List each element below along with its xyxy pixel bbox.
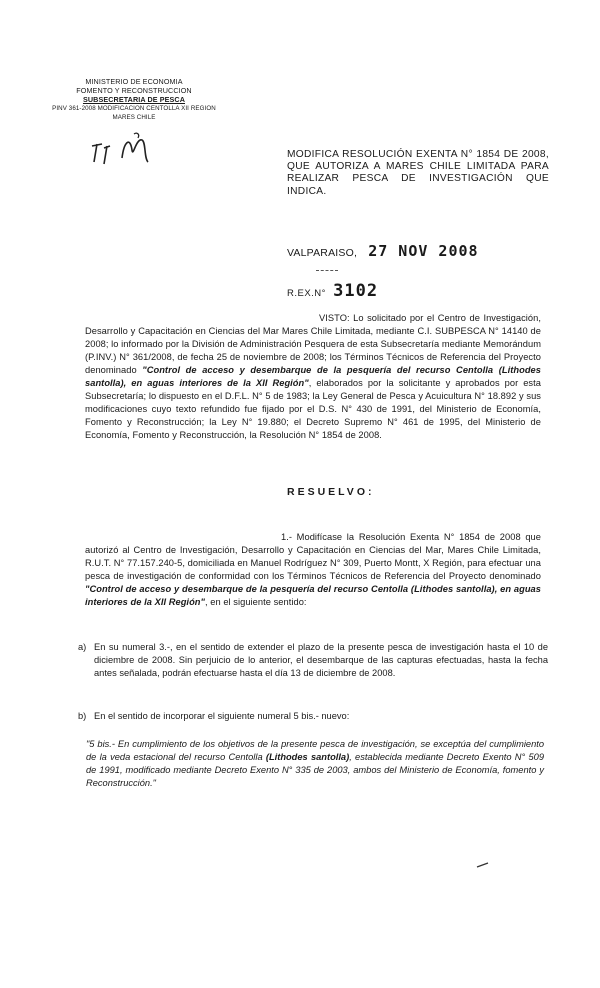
item-a	[78, 641, 548, 680]
city: VALPARAISO,	[287, 247, 358, 259]
quoted-article	[86, 738, 544, 790]
article-1-text: 1.- Modifícase la Resolución Exenta N° 1854 de 2008 que autorizó al Centro de Investigación, Desarrollo y Capacitación en Ciencias del Mar, Mares Chile Limitada, R.U.T. N° 77.157.240-5, domiciliada en Manuel Rodríguez N° 309, Puerto Montt, X Región, para efectuar una pesca de investigación de conformidad con los Términos Técnicos de Referencia del Proyecto denominado	[85, 532, 541, 581]
resolution-title: MODIFICA RESOLUCIÓN EXENTA N° 1854 DE 2008, QUE AUTORIZA A MARES CHILE LIMITADA PARA REALIZAR PESCA DE INVESTIGACIÓN QUE INDICA.	[287, 149, 549, 197]
letterhead	[34, 77, 234, 122]
item-b	[78, 710, 548, 723]
rex-number: 3102	[333, 281, 379, 301]
visto-text-end: , elaborados por la solicitante y aprobados por esta Subsecretaría; lo dispuesto en el D.F.L. N° 5 de 1983; la Ley General de Pesca y Acuicultura N° 18.892 y sus modificaciones cuyo texto refundido fue fijado por el D.S. N° 430 de 1991, del Ministerio de Economía, Fomento y Reconstrucción; la Ley N° 19.880; el Decreto Supremo N° 461 de 1995, del Ministerio de Economía, Fomento y Reconstrucción, la Resolución N° 1854 de 2008.	[85, 378, 541, 440]
visto-paragraph	[85, 312, 541, 442]
item-b-text: En el sentido de incorporar el siguiente numeral 5 bis.- nuevo:	[94, 711, 350, 721]
date-line	[287, 242, 479, 260]
file-reference-company: MARES CHILE	[112, 114, 156, 121]
item-a-text: En su numeral 3.-, en el sentido de extender el plazo de la presente pesca de investigación hasta el 10 de diciembre de 2008. Sin perjuicio de lo anterior, el desembarque de las capturas efectuadas, hasta la fecha antes señalada, podrán efectuarse hasta el día 13 de diciembre de 2008.	[94, 642, 548, 678]
resolution-number	[287, 281, 378, 301]
quote-text-end: , establecida mediante Decreto Exento N° 509 de 1991, modificado mediante Decreto Exento N° 335 de 2003, ambos del Ministerio de Economía, fomento y Reconstrucción."	[86, 752, 544, 788]
item-a-label: a)	[78, 642, 87, 652]
rex-label: R.EX.N°	[287, 288, 326, 299]
visto-text: VISTO: Lo solicitado por el Centro de Investigación, Desarrollo y Capacitación en Ciencias del Mar Mares Chile Limitada, mediante C.I. SUBPESCA N° 14140 de 2008; lo informado por la División de Administración Pesquera de esta Subsecretaría mediante Memorándum (P.INV.) N° 361/2008, de fecha 25 de noviembre de 2008; los Términos Técnicos de Referencia del Proyecto denominado	[85, 313, 541, 375]
quote-text: "5 bis.- En cumplimiento de los objetivos de la presente pesca de investigación, se exceptúa del cumplimiento de la veda estacional del recurso Centolla	[86, 739, 544, 762]
date-stamp: 27 NOV 2008	[368, 242, 479, 260]
ministry-name: MINISTERIO DE ECONOMIA	[85, 77, 183, 86]
margin-mark	[476, 861, 490, 869]
undersecretariat-name: SUBSECRETARIA DE PESCA	[82, 95, 186, 104]
resuelvo-heading: RESUELVO:	[287, 486, 375, 498]
rex-dash	[316, 270, 338, 271]
handwritten-initials	[88, 128, 178, 168]
article-1-project-name: "Control de acceso y desembarque de la pesquería del recurso Centolla (Lithodes santolla), en aguas interiores de la XII Región"	[85, 584, 541, 607]
file-reference: PINV 361-2008 MODIFICACION CENTOLLA XII REGION	[52, 105, 216, 112]
quote-species: (Lithodes santolla)	[265, 752, 350, 762]
ministry-subtitle: FOMENTO Y RECONSTRUCCION	[76, 86, 192, 95]
item-b-label: b)	[78, 711, 87, 721]
project-name: "Control de acceso y desembarque de la pesquería del recurso Centolla (Lithodes santolla), en aguas interiores de la XII Región"	[85, 365, 541, 388]
article-1	[85, 531, 541, 609]
article-1-text-end: , en el siguiente sentido:	[204, 597, 307, 607]
